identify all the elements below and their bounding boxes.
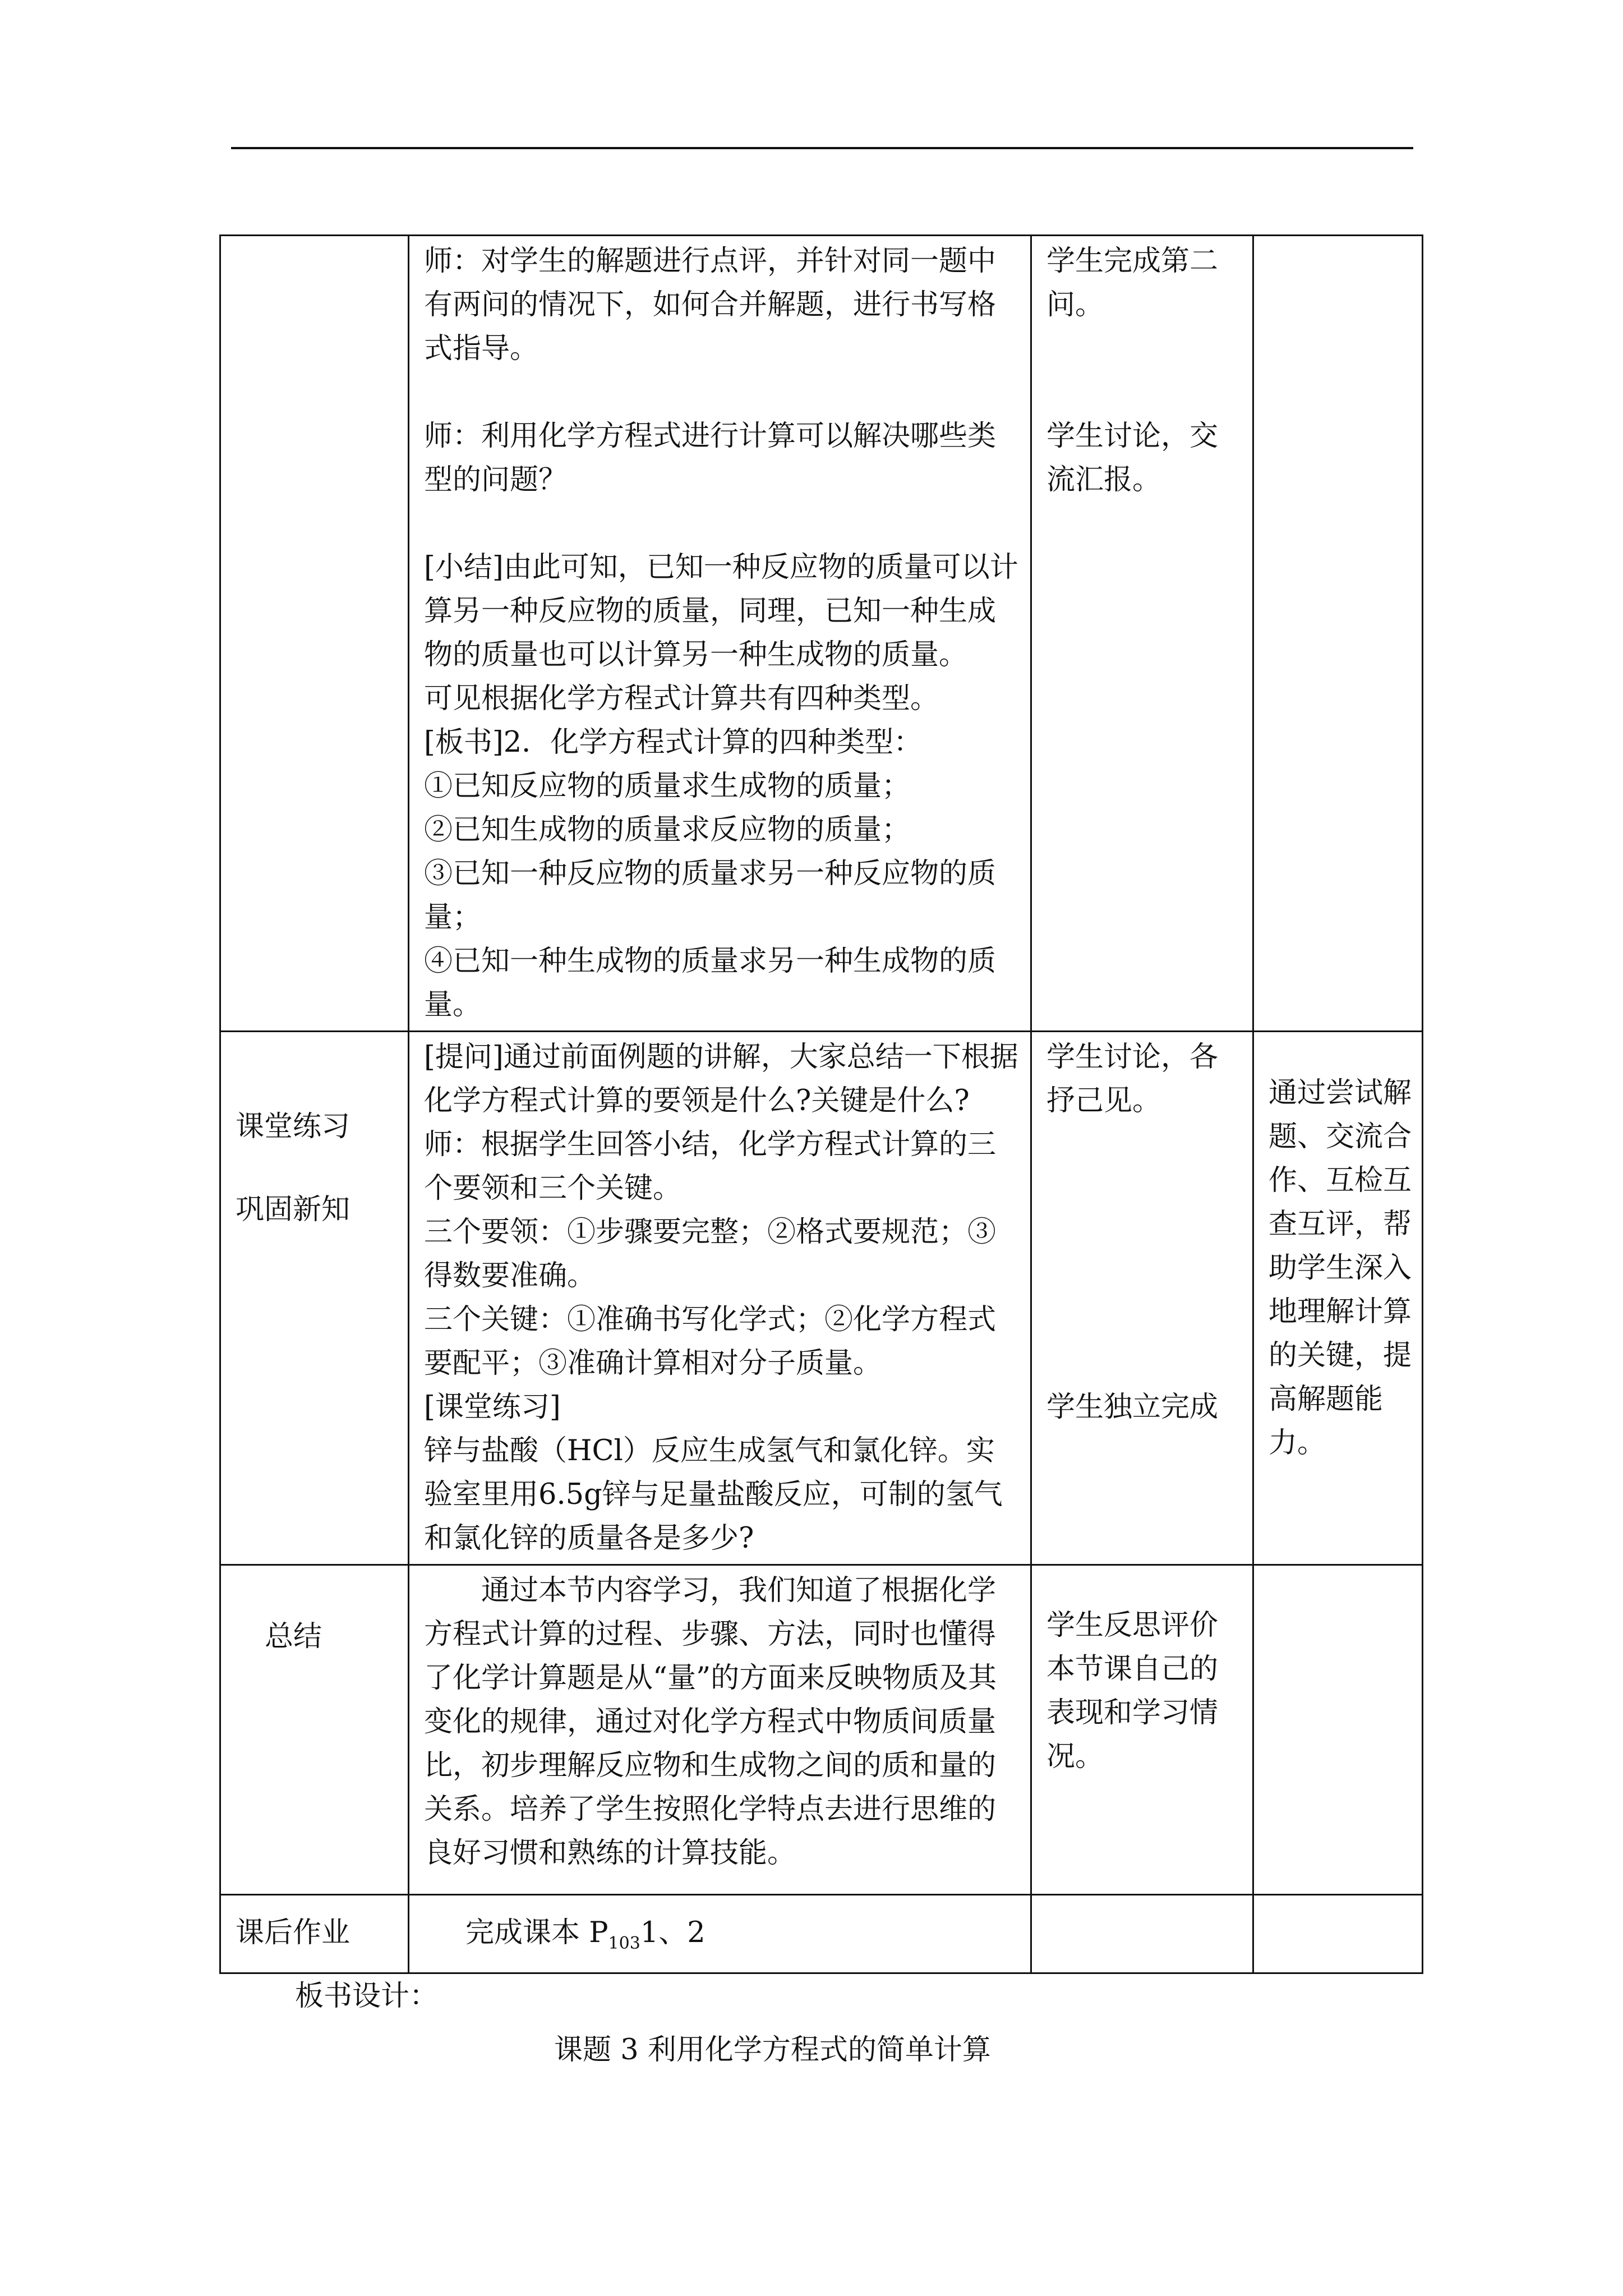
- section-cell: [220, 236, 409, 1032]
- table-row: [220, 1895, 1423, 1973]
- section-cell: [220, 1565, 409, 1895]
- board-design-title: 课题 3 利用化学方程式的简单计算: [554, 2033, 991, 2067]
- board-design-label: 板书设计：: [295, 1980, 439, 2013]
- teacher-activity-cell: [409, 1032, 1031, 1565]
- student-activity-cell: [1031, 1565, 1253, 1895]
- teacher-text: 可见根据化学方程式计算共有四种类型。: [424, 682, 939, 715]
- student-text: 学生完成第二问。: [1046, 245, 1219, 321]
- student-activity-cell: [1031, 236, 1253, 1032]
- teacher-text: [课堂练习]: [424, 1391, 561, 1424]
- intent-cell: [1253, 1895, 1423, 1973]
- intent-cell: [1253, 1032, 1423, 1565]
- table-row: [220, 1032, 1423, 1565]
- teacher-text: ④已知一种生成物的质量求另一种生成物的质量。: [424, 945, 997, 1022]
- section-label: 巩固新知: [236, 1193, 351, 1226]
- section-cell: [220, 1895, 409, 1973]
- teacher-text: ②已知生成物的质量求反应物的质量；: [424, 813, 911, 846]
- intent-cell: [1253, 1565, 1423, 1895]
- teacher-text: [板书]2．化学方程式计算的四种类型：: [424, 726, 923, 759]
- teacher-activity-cell: [409, 1565, 1031, 1895]
- teacher-text: 三个关键：①准确书写化学式；②化学方程式要配平；③准确计算相对分子质量。: [424, 1303, 997, 1380]
- student-text: 学生反思评价本节课自己的表现和学习情况。: [1046, 1609, 1219, 1773]
- header-rule: [231, 147, 1413, 149]
- intent-cell: [1253, 236, 1423, 1032]
- teacher-text: ①已知反应物的质量求生成物的质量；: [424, 770, 911, 803]
- student-text: 学生讨论，交流汇报。: [1046, 420, 1219, 496]
- teacher-activity-cell: [409, 236, 1031, 1032]
- homework-page-subscript: 103: [608, 1934, 640, 1953]
- student-text: 学生独立完成: [1046, 1391, 1219, 1424]
- lesson-plan-table: [219, 234, 1423, 1974]
- section-cell: [220, 1032, 409, 1565]
- intent-text: 通过尝试解题、交流合作、互检互查互评，帮助学生深入地理解计算的关键，提高解题能力。: [1269, 1076, 1412, 1460]
- teacher-text: [小结]由此可知，已知一种反应物的质量可以计算另一种反应物的质量，同理，已知一种生成物的质量也可以计算另一种生成物的质量。: [424, 551, 1018, 671]
- student-activity-cell: [1031, 1032, 1253, 1565]
- teacher-text: 师：对学生的解题进行点评，并针对同一题中有两问的情况下，如何合并解题，进行书写格式指导。: [424, 245, 997, 365]
- teacher-text: [提问]通过前面例题的讲解，大家总结一下根据化学方程式计算的要领是什么?关键是什么?: [424, 1041, 1018, 1117]
- section-label: 课堂练习: [236, 1110, 351, 1143]
- homework-text: 1、2: [640, 1916, 706, 1949]
- teacher-text: 锌与盐酸（HCl）反应生成氢气和氯化锌。实验室里用6.5g锌与足量盐酸反应，可制的氢气和氯化锌的质量各是多少?: [424, 1434, 1003, 1555]
- student-activity-cell: [1031, 1895, 1253, 1973]
- table-row: [220, 1565, 1423, 1895]
- student-text: 学生讨论，各抒己见。: [1046, 1041, 1219, 1117]
- teacher-activity-cell: [409, 1895, 1031, 1973]
- teacher-text: 三个要领：①步骤要完整；②格式要规范；③得数要准确。: [424, 1216, 997, 1292]
- homework-text: 完成课本 P: [465, 1916, 608, 1949]
- teacher-text: 师：根据学生回答小结，化学方程式计算的三个要领和三个关键。: [424, 1128, 997, 1205]
- teacher-text: 师：利用化学方程式进行计算可以解决哪些类型的问题？: [424, 420, 997, 496]
- teacher-text: ③已知一种反应物的质量求另一种反应物的质量；: [424, 857, 997, 934]
- section-label: 课后作业: [236, 1916, 351, 1949]
- summary-text: 通过本节内容学习，我们知道了根据化学方程式计算的过程、步骤、方法，同时也懂得了化学计算题是从“量”的方面来反映物质及其变化的规律，通过对化学方程式中物质间质量比，初步理解反应物和生成物之间的质和量的关系。培养了学生按照化学特点去进行思维的良好习惯和熟练的计算技能。: [424, 1574, 997, 1870]
- table-row: [220, 236, 1423, 1032]
- section-label: 总结: [265, 1620, 322, 1653]
